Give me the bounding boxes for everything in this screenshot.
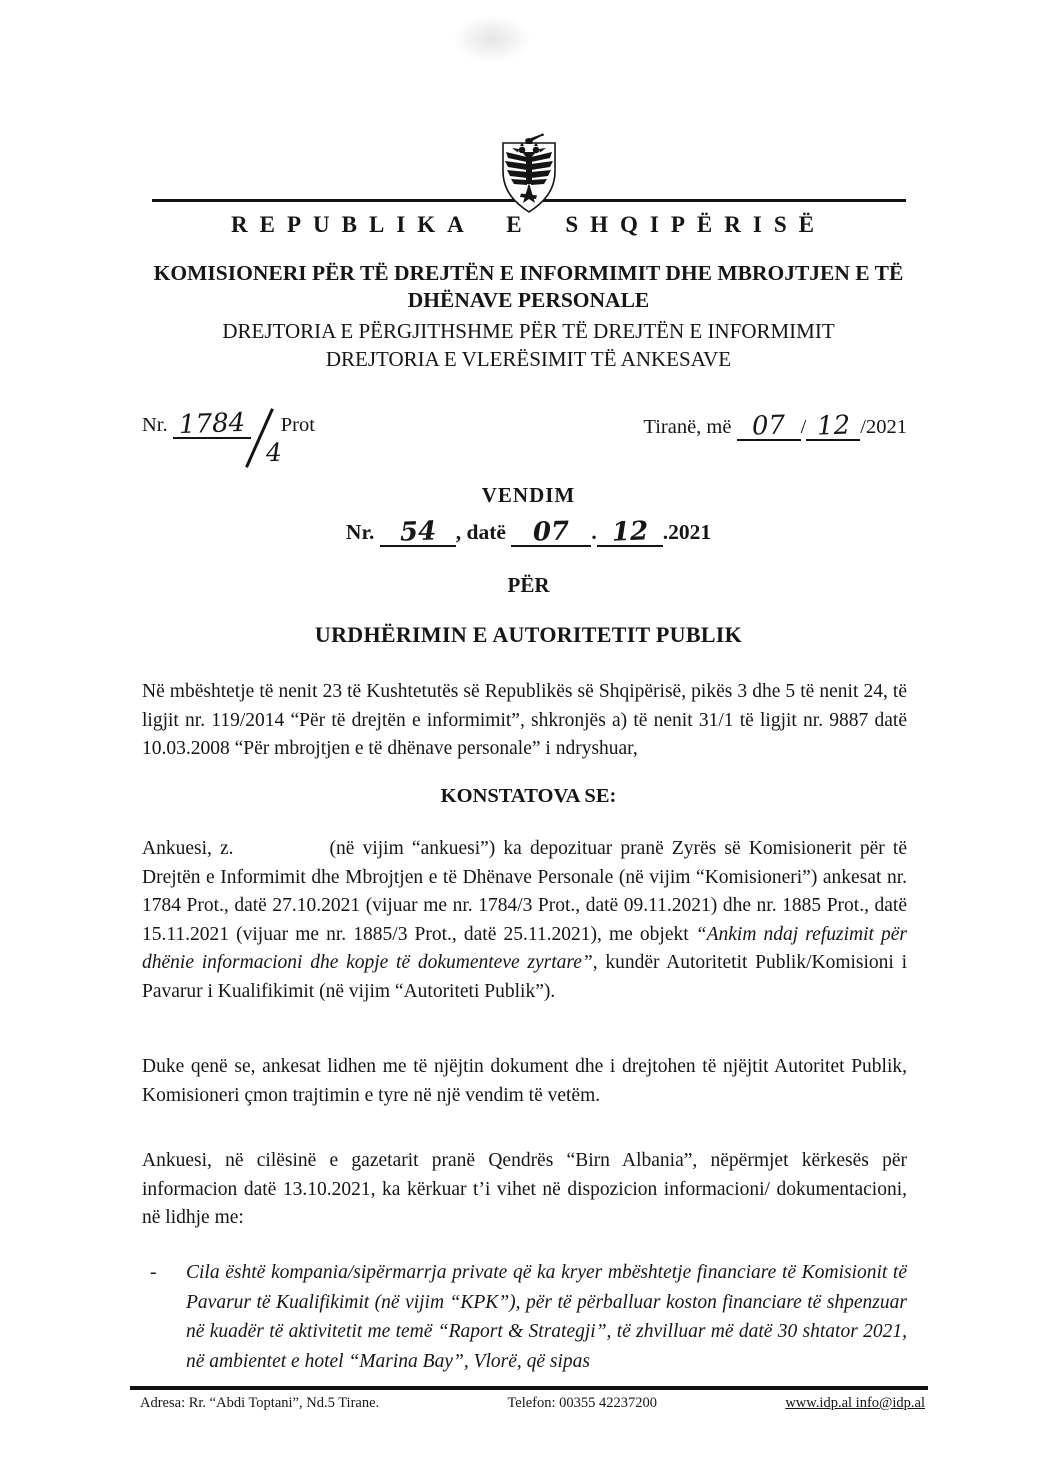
protocol-subnumber-handwritten: 4 <box>265 437 283 468</box>
directorate-line-1: DREJTORIA E PËRGJITHSHME PËR TË DREJTËN E INFORMIMIT <box>222 319 835 343</box>
protocol-prot-label: Prot <box>280 414 315 436</box>
directorate-line-2: DREJTORIA E VLERËSIMIT TË ANKESAVE <box>325 347 732 371</box>
complaint-intro: Ankuesi, z. <box>142 838 234 859</box>
republic-title: REPUBLIKA E SHQIPËRISË <box>231 212 826 237</box>
decision-date-label: , datë <box>455 520 506 544</box>
decision-month-handwritten: 12 <box>611 516 649 548</box>
decision-day-handwritten: 07 <box>532 516 570 548</box>
albania-coat-of-arms-icon <box>497 133 561 215</box>
date-day-handwritten: 07 <box>751 410 786 442</box>
footer-phone: Telefon: 00355 42237200 <box>507 1395 658 1411</box>
complaint-main: (në vijim “ankuesi”) ka depozituar pranë Zyrës së Komisionerit për të Drejtën e Informimit dhe Mbrojtjen e të Dhënave Personale (në vijim “Komisioneri”) ankesat nr. 1784 Prot., datë 27.10.2021 (vijuar me nr. 1784/3 Prot., datë 09.11.2021) dhe nr. 1885 Prot., datë 15.11.2021 (vijuar me nr. 1885/3 Prot., datë 25.11.2021), me objekt <box>142 838 907 945</box>
date-month-handwritten: 12 <box>816 410 851 442</box>
paragraph-complaint <box>142 835 907 1007</box>
protocol-number-handwritten: 1784 <box>178 407 246 441</box>
institution-title <box>0 260 1057 314</box>
footer-web-email: www.idp.al info@idp.al <box>785 1395 925 1411</box>
protocol-number <box>142 407 315 468</box>
heading-konstatova: KONSTATOVA SE: <box>440 785 617 807</box>
decision-number-handwritten: 54 <box>399 516 437 548</box>
paragraph-information-request: Ankuesi, në cilësinë e gazetarit pranë Qendrës “Birn Albania”, nëpërmjet kërkesës për informacion datë 13.10.2021, ka kërkuar t’i vihet në dispozicion informacioni/ dokumentacioni, në lidhje me: <box>142 1150 907 1229</box>
footer-address: Adresa: Rr. “Abdi Toptani”, Nd.5 Tirane. <box>140 1395 380 1411</box>
decision-year: .2021 <box>662 520 712 544</box>
date-separator: / <box>800 416 807 438</box>
decision-title: VENDIM <box>481 483 576 507</box>
place-date <box>643 410 907 442</box>
scan-smudge <box>452 14 532 64</box>
decision-number-line <box>0 516 1057 548</box>
place-date-prefix: Tiranë, më <box>643 416 732 438</box>
protocol-dateline-row <box>142 407 907 480</box>
list-item-dash: - <box>150 1262 157 1283</box>
complaint-tail: , kundër Autoritetit Publik/Komisioni i Pavarur i Kualifikimit (në vijim “Autoriteti Publik”). <box>142 952 907 1002</box>
list-item-text: Cila është kompania/sipërmarrja private që ka kryer mbështetje financiare të Komisionit të Pavarur të Kualifikimit (në vijim “KPK”), për të përballuar koston financiare të shpenzuar në kuadër të aktivitetit me temë “Raport & Strategji”, të zhvilluar më datë 30 shtator 2021, në ambientet e hotel “Marina Bay”, Vlorë, që sipas <box>186 1262 907 1372</box>
decision-per: PËR <box>507 573 550 597</box>
institution-line-2: DHËNAVE PERSONALE <box>407 288 650 312</box>
date-year: /2021 <box>860 416 907 438</box>
list-item-question <box>150 1258 907 1376</box>
decision-subject: URDHËRIMIN E AUTORITETIT PUBLIK <box>314 622 743 647</box>
paragraph-joint-treatment: Duke qenë se, ankesat lidhen me të njëjtin dokument dhe i drejtohen të njëjtit Autoritet Publik, Komisioneri çmon trajtimin e tyre në një vendim të vetëm. <box>142 1056 907 1106</box>
footer-rule <box>130 1386 928 1390</box>
protocol-nr-label: Nr. <box>142 414 168 436</box>
footer <box>140 1395 925 1412</box>
complaint-object: “Ankim ndaj refuzimit për dhënie informacioni dhe kopje të dokumenteve zyrtare” <box>142 923 908 974</box>
institution-line-1: KOMISIONERI PËR TË DREJTËN E INFORMIMIT DHE MBROJTJEN E TË <box>153 261 904 285</box>
directorate-lines <box>0 317 1057 373</box>
decision-dot: . <box>591 520 597 544</box>
paragraph-legal-basis: Në mbështetje të nenit 23 të Kushtetutës së Republikës së Shqipërisë, pikës 3 dhe 5 të nenit 24, të ligjit nr. 119/2014 “Për të drejtën e informimit”, shkronjës a) të nenit 31/1 të ligjit nr. 9887 datë 10.03.2008 “Për mbrojtjen e të dhënave personale” i ndryshuar, <box>142 681 907 760</box>
decision-nr-label: Nr. <box>345 520 375 544</box>
